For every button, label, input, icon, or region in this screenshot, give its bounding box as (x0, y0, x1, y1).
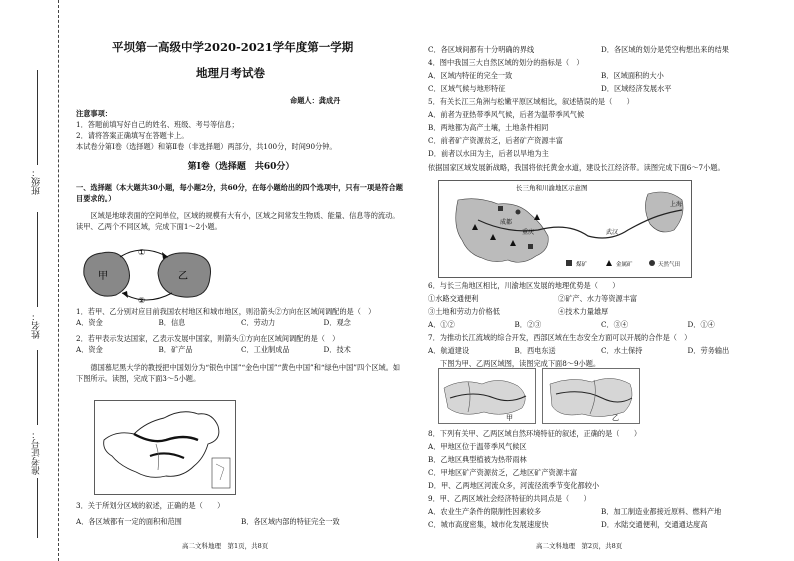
section-title: 第Ⅰ卷（选择题 共60分） (187, 162, 295, 172)
q5-option-a[interactable]: A．前者为亚热带季风气候，后者为温带季风气候 (428, 110, 585, 119)
q4-stem: 4．图中我国三大自然区域的划分的指标是（ ） (428, 58, 584, 67)
question-2 (76, 333, 406, 355)
exam-author: 命题人：龚成丹 (290, 96, 341, 105)
yangtze-map (438, 180, 692, 278)
binding-dashed-line (58, 0, 59, 561)
exam-no-field-line-2 (37, 478, 38, 538)
q8-option-c[interactable]: C．甲地区矿产资源贫乏，乙地区矿产资源丰富 (428, 468, 578, 477)
q6-item-1: ①水路交通便利 (428, 294, 479, 303)
city-shanghai: 上海 (670, 201, 683, 208)
q1-options (76, 317, 406, 328)
q9-options-row1 (428, 506, 774, 517)
china-regions-map (94, 400, 236, 495)
legend-gas: 天然气田 (658, 262, 681, 268)
notes-heading: 注意事项： (76, 109, 112, 118)
notes (76, 108, 406, 152)
notes-item: 1．答题前填写好自己的姓名、班级、考号等信息； (76, 120, 239, 129)
q8-stem: 8．下列有关甲、乙两区域自然环境特征的叙述，正确的是（ ） (428, 429, 642, 438)
q3-stem: 3．关于所划分区域的叙述，正确的是（ ） (76, 501, 225, 510)
q6-items-row2 (428, 306, 688, 317)
region-flow-diagram (80, 245, 270, 305)
q9-option-a[interactable]: A．农业生产条件的限制性因素较多 (428, 507, 542, 516)
q9-option-b[interactable]: B．加工制造业都接近原料、燃料产地 (601, 507, 722, 516)
q4-options-row2 (428, 83, 774, 94)
q8-option-a[interactable]: A．甲地区位于温带季风气候区 (428, 442, 527, 451)
exam-no-field-line (37, 350, 38, 425)
exam-title: 平坝第一高级中学2020-2021学年度第一学期 (112, 40, 354, 54)
passage-1: 区域是地球表面的空间单位，区域的规模有大有小，区域之间常发生物质、能量、信息等的流动。读甲、乙两个不同区域，完成下面1～2小题。 (76, 211, 400, 231)
region-map-b-label: 乙 (612, 414, 619, 422)
city-chongqing: 重庆 (522, 229, 535, 236)
q7-option-c[interactable]: C．水土保持 (601, 346, 643, 355)
notes-item: 2．请将答案正确填写在答题卡上。 (76, 131, 189, 140)
q6-stem: 6．与长三角地区相比，川渝地区发展的地理优势是（ ） (428, 281, 620, 290)
name-field-line (37, 212, 38, 307)
map-title: 长三角和川渝地区示意图 (516, 184, 588, 192)
q6-item-2: ②矿产、水力等资源丰富 (558, 294, 638, 303)
city-wuhan: 武汉 (606, 229, 619, 236)
q8-option-d[interactable]: D．甲、乙两地区河流众多，河流径流季节变化都较小 (428, 481, 600, 490)
region-a-label: 甲 (98, 271, 108, 282)
region-b-label: 乙 (178, 271, 188, 282)
q8-option-b[interactable]: B．乙地区典型植被为热带雨林 (428, 455, 527, 464)
q7-option-a[interactable]: A．航道建设 (428, 346, 470, 355)
q7-options (428, 345, 774, 356)
legend-coal: 煤矿 (576, 262, 588, 268)
q9-option-c[interactable]: C．城市高度密集，城市化发展速度快 (428, 520, 549, 529)
q3-option-a[interactable]: A．各区域都有一定的面积和范围 (76, 517, 182, 526)
q6-items-row1 (428, 293, 688, 304)
q1-option-a[interactable]: A．资金 (76, 318, 103, 327)
q7-stem: 7．为推动长江流域的综合开发，西部区域在生态安全方面可以开展的合作是（ ） (428, 333, 692, 342)
q2-option-c[interactable]: C．工业制成品 (241, 345, 290, 354)
q9-stem: 9．甲、乙两区域社会经济特征的共同点是（ ） (428, 494, 591, 503)
name-label: 姓名： (32, 312, 42, 339)
q7-option-d[interactable]: D．劳务输出 (687, 346, 730, 355)
q4-option-c[interactable]: C．区域气候与地形特征 (428, 84, 506, 93)
city-chengdu: 成都 (500, 219, 513, 226)
q2-stem: 2．若甲表示发达国家，乙表示发展中国家，则箭头①方向在区域间调配的是（ ） (76, 334, 340, 343)
q6-option-b[interactable]: B．②③ (514, 320, 542, 329)
legend-metal: 金属矿 (616, 262, 633, 268)
q1-option-b[interactable]: B．信息 (158, 318, 186, 327)
q2-options (76, 344, 406, 355)
q6-item-4: ④技术力量雄厚 (558, 307, 609, 316)
passage-2: 德国慕尼黑大学的教授把中国划分为“银色中国”“金色中国”“黄色中国”和“绿色中国”四个区域。如下图所示。读图，完成下面3～5小题。 (76, 363, 401, 383)
class-label: 班级： (32, 168, 42, 195)
q2-option-d[interactable]: D．技术 (323, 345, 351, 354)
q3-option-c[interactable]: C．各区域间都有十分明确的界线 (428, 45, 535, 54)
q6-option-a[interactable]: A．①② (428, 320, 455, 329)
q4-options-row1 (428, 70, 774, 81)
question-3 (76, 500, 406, 527)
q5-option-c[interactable]: C．前者矿产资源贫乏，后者矿产资源丰富 (428, 136, 563, 145)
q4-option-a[interactable]: A．区域内特征的完全一致 (428, 71, 513, 80)
q6-option-d[interactable]: D．①④ (687, 320, 715, 329)
q5-stem: 5．有关长江三角洲与松嫩平原区域相比，叙述错误的是（ ） (428, 97, 634, 106)
q4-option-d[interactable]: D．区域经济发展水平 (601, 84, 672, 93)
exam-no-label: 准考证号： (32, 430, 42, 475)
q3-option-d[interactable]: D．各区域的划分是凭空构想出来的结果 (601, 45, 729, 54)
notes-info: 本试卷分第Ⅰ卷（选择题）和第Ⅱ卷（非选择题）两部分，共100分，时间90分钟。 (76, 142, 337, 151)
q9-options-row2 (428, 519, 774, 530)
right-page (428, 0, 774, 561)
q1-option-d[interactable]: D．观念 (323, 318, 351, 327)
q9-option-d[interactable]: D．水陆交通便利，交通通达度高 (601, 520, 708, 529)
q2-option-b[interactable]: B．矿产品 (158, 345, 193, 354)
q1-option-c[interactable]: C．劳动力 (241, 318, 276, 327)
q7-option-b[interactable]: B．西电东送 (514, 346, 556, 355)
left-page (72, 0, 408, 561)
arrow-2-label: ② (138, 296, 146, 305)
exam-subtitle: 地理月考试卷 (196, 66, 265, 80)
region-map-b (542, 368, 640, 424)
q3-option-b[interactable]: B．各区域内部的特征完全一致 (241, 517, 340, 526)
region-map-a (438, 368, 536, 424)
q6-item-3: ③土地和劳动力价格低 (428, 307, 500, 316)
q5-option-b[interactable]: B．两地都为高产土壤，土地条件相同 (428, 123, 549, 132)
passage-4: 下图为甲、乙两区域图，读图完成下面8～9小题。 (440, 359, 601, 368)
q2-option-a[interactable]: A．资金 (76, 345, 103, 354)
footer-right: 高二文科地理 第2页，共8页 (536, 542, 623, 550)
q4-option-b[interactable]: B．区域面积的大小 (601, 71, 664, 80)
footer-left: 高二文科地理 第1页，共8页 (182, 542, 269, 550)
region-map-a-label: 甲 (506, 414, 513, 422)
section-instruction: 一、选择题（本大题共30小题，每小题2分，共60分，在每小题给出的四个选项中，只有一项是符合题目要求的。） (76, 183, 403, 203)
q3-options (76, 516, 406, 527)
question-1 (76, 306, 406, 328)
q3-options-cont (428, 44, 774, 55)
q1-stem: 1．若甲、乙分别对应目前我国农村地区和城市地区，则沿箭头②方向在区域间调配的是（ ） (76, 307, 376, 316)
q5-option-d[interactable]: D．前者以水田为主，后者以旱地为主 (428, 149, 549, 158)
binding-margin (0, 0, 62, 561)
arrow-1-label: ① (138, 248, 146, 257)
class-field-line (37, 70, 38, 165)
q6-options (428, 319, 774, 330)
q6-option-c[interactable]: C．③④ (601, 320, 629, 329)
passage-3: 依据国家区域发展新战略，我国将依托黄金水道，建设长江经济带。读图完成下面6～7小题。 (428, 163, 725, 172)
